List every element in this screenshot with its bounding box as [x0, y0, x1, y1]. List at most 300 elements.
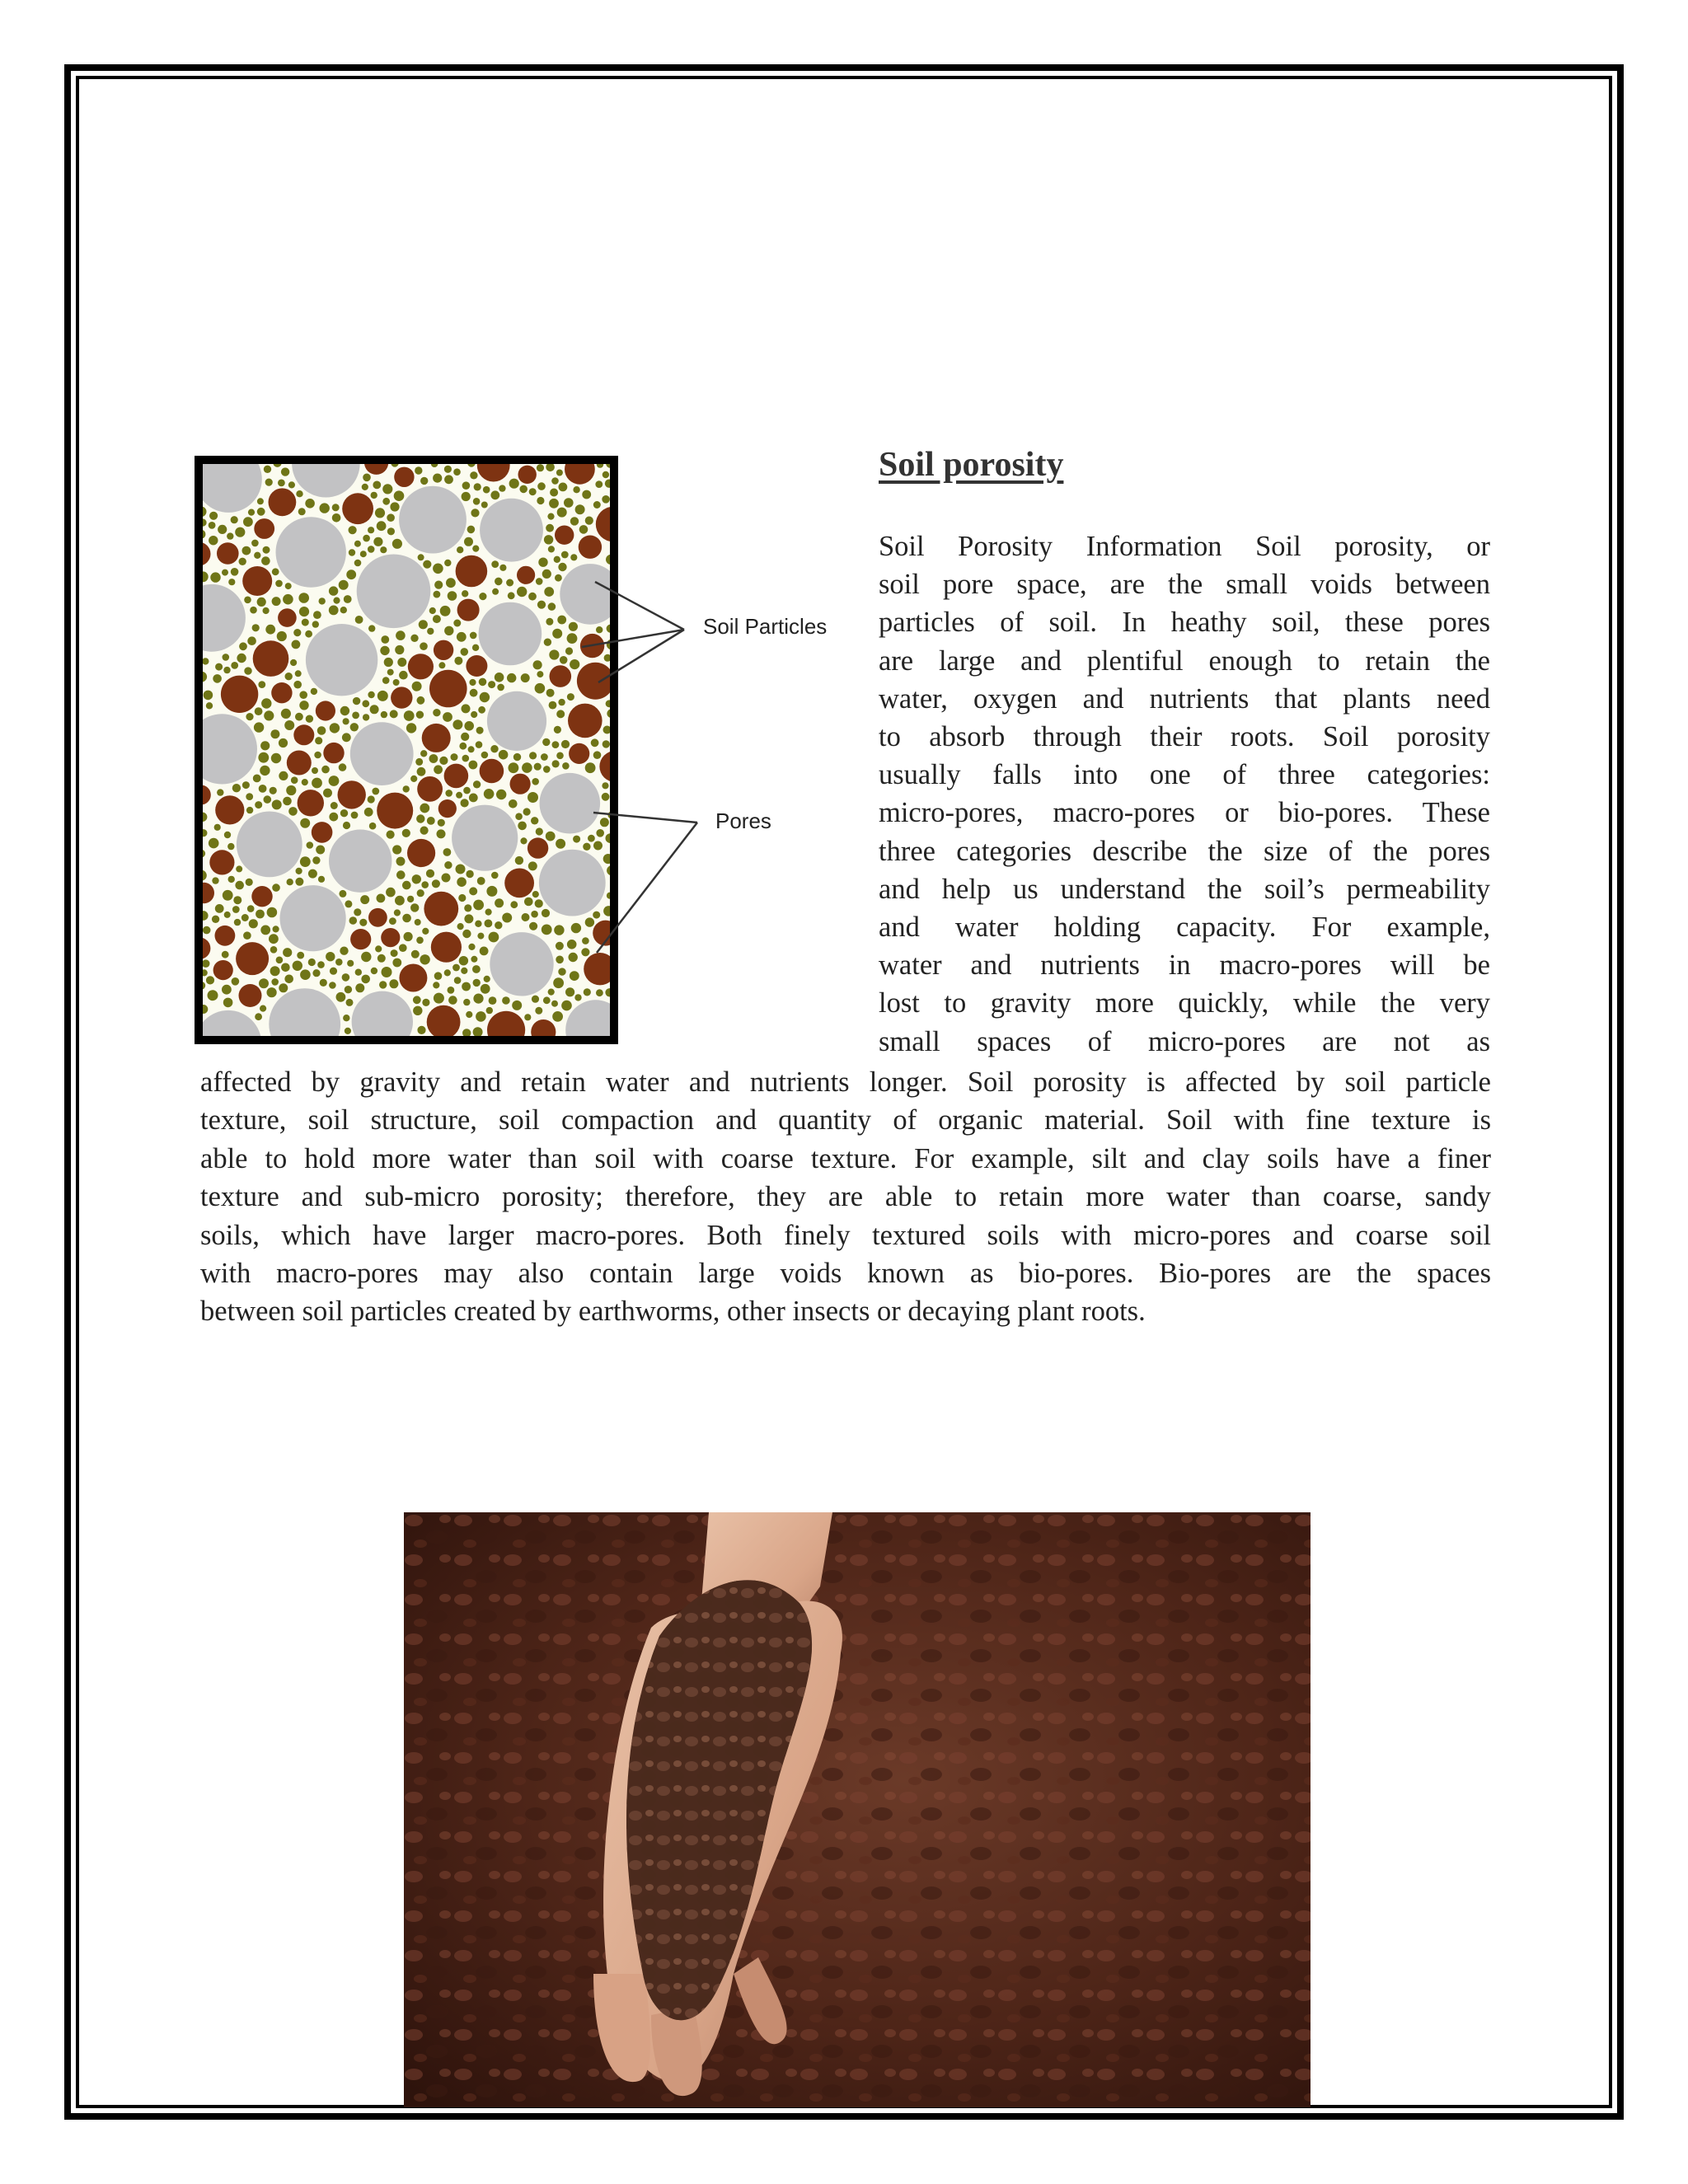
small-soil-particle [529, 922, 537, 930]
small-soil-particle [561, 1001, 572, 1011]
small-soil-particle [346, 569, 356, 579]
small-soil-particle [343, 1015, 349, 1021]
small-soil-particle [316, 846, 325, 855]
small-soil-particle [290, 659, 297, 666]
small-soil-particle [464, 537, 473, 546]
small-soil-particle [203, 911, 209, 921]
small-soil-particle [214, 824, 221, 831]
small-soil-particle [517, 587, 527, 597]
small-soil-particle [248, 509, 255, 516]
small-soil-particle [361, 952, 371, 962]
small-soil-particle [473, 900, 484, 911]
medium-soil-particle [391, 687, 412, 708]
small-soil-particle [534, 763, 542, 771]
small-soil-particle [399, 944, 407, 952]
small-soil-particle [546, 689, 555, 697]
small-soil-particle [464, 914, 473, 923]
small-soil-particle [222, 985, 232, 995]
small-soil-particle [314, 752, 321, 759]
small-soil-particle [343, 822, 350, 829]
small-soil-particle [419, 620, 428, 629]
small-soil-particle [288, 481, 295, 488]
paragraph-column [879, 527, 1490, 1061]
medium-soil-particle [242, 566, 272, 596]
paragraph-line: between soil particles created by earthworms, other insects or decaying plant roots. [200, 1296, 1146, 1328]
large-soil-particle [276, 517, 346, 587]
paragraph-line: small spaces of micro-pores are not as [879, 1025, 1490, 1057]
small-soil-particle [429, 754, 438, 763]
small-soil-particle [329, 586, 338, 595]
large-soil-particle [479, 602, 542, 666]
small-soil-particle [249, 919, 258, 928]
small-soil-particle [427, 817, 435, 825]
paragraph-line: with macro-pores may also contain large voids known as bio-pores. Bio-pores are the spaces [200, 1258, 1491, 1290]
small-soil-particle [354, 541, 361, 547]
medium-soil-particle [217, 542, 239, 565]
small-soil-particle [537, 601, 546, 609]
small-soil-particle [349, 526, 357, 534]
small-soil-particle [466, 1011, 472, 1018]
small-soil-particle [354, 560, 362, 567]
small-soil-particle [352, 712, 359, 719]
small-soil-particle [368, 625, 375, 631]
pores-label: Pores [715, 808, 771, 833]
small-soil-particle [296, 490, 302, 497]
small-soil-particle [470, 689, 478, 697]
small-soil-particle [283, 948, 292, 957]
small-soil-particle [538, 558, 547, 567]
medium-soil-particle [456, 555, 488, 588]
small-soil-particle [363, 535, 370, 542]
medium-soil-particle [466, 655, 487, 677]
small-soil-particle [522, 913, 530, 921]
medium-soil-particle [457, 599, 480, 621]
small-soil-particle [473, 979, 481, 987]
large-soil-particle [565, 1000, 610, 1036]
paragraph-line: water and nutrients in macro-pores will be [879, 949, 1490, 982]
small-soil-particle [362, 484, 368, 490]
small-soil-particle [232, 977, 240, 986]
small-soil-particle [523, 808, 531, 815]
small-soil-particle [203, 507, 207, 518]
small-soil-particle [260, 741, 270, 750]
small-soil-particle [272, 799, 282, 809]
small-soil-particle [462, 930, 471, 938]
small-soil-particle [438, 662, 445, 668]
small-soil-particle [243, 931, 251, 940]
small-soil-particle [427, 628, 434, 635]
small-soil-particle [417, 889, 424, 897]
small-soil-particle [433, 615, 441, 623]
small-soil-particle [404, 710, 415, 721]
small-soil-particle [305, 630, 312, 638]
small-soil-particle [457, 877, 467, 887]
small-soil-particle [462, 982, 471, 991]
small-soil-particle [477, 877, 485, 885]
small-soil-particle [462, 481, 471, 490]
small-soil-particle [273, 926, 279, 932]
small-soil-particle [469, 761, 478, 770]
small-soil-particle [386, 888, 396, 898]
small-soil-particle [231, 516, 238, 523]
small-soil-particle [321, 766, 330, 774]
small-soil-particle [461, 733, 469, 741]
paragraph-full-width [200, 1063, 1491, 1331]
soil-photo-illustration [404, 1512, 1311, 2107]
small-soil-particle [203, 926, 211, 935]
small-soil-particle [246, 807, 253, 813]
small-soil-particle [395, 645, 404, 654]
small-soil-particle [350, 723, 359, 731]
small-soil-particle [473, 1027, 483, 1036]
medium-soil-particle [596, 507, 610, 541]
small-soil-particle [459, 743, 467, 750]
small-soil-particle [420, 750, 427, 757]
small-soil-particle [467, 526, 476, 534]
small-soil-particle [382, 498, 390, 505]
small-soil-particle [209, 838, 219, 849]
small-soil-particle [203, 530, 205, 539]
small-soil-particle [255, 801, 262, 808]
small-soil-particle [499, 750, 509, 760]
small-soil-particle [546, 832, 556, 841]
small-soil-particle [270, 946, 278, 954]
small-soil-particle [312, 969, 320, 977]
small-soil-particle [492, 588, 499, 595]
small-soil-particle [242, 546, 251, 555]
small-soil-particle [391, 949, 398, 957]
small-soil-particle [537, 482, 546, 490]
small-soil-particle [298, 508, 306, 515]
large-soil-particle [203, 464, 262, 513]
small-soil-particle [317, 726, 326, 735]
small-soil-particle [213, 674, 222, 683]
small-soil-particle [394, 490, 405, 501]
medium-soil-particle [480, 759, 504, 784]
medium-soil-particle [434, 640, 453, 660]
small-soil-particle [206, 976, 214, 984]
medium-soil-particle [269, 488, 297, 516]
small-soil-particle [203, 829, 208, 837]
small-soil-particle [548, 989, 555, 996]
small-soil-particle [329, 813, 338, 822]
small-soil-particle [444, 969, 451, 976]
small-soil-particle [261, 556, 270, 565]
large-soil-particle [237, 812, 302, 878]
paragraph-line: texture, soil structure, soil compaction and quantity of organic material. Soil with fine texture is [200, 1104, 1491, 1137]
small-soil-particle [250, 607, 257, 614]
medium-soil-particle [407, 839, 435, 867]
small-soil-particle [531, 817, 538, 824]
medium-soil-particle [253, 640, 289, 677]
small-soil-particle [283, 594, 293, 605]
small-soil-particle [203, 571, 209, 582]
small-soil-particle [342, 973, 350, 982]
small-soil-particle [585, 517, 593, 525]
small-soil-particle [448, 987, 455, 994]
small-soil-particle [469, 887, 477, 895]
paragraph-line: and water holding capacity. For example, [879, 912, 1490, 944]
small-soil-particle [299, 701, 308, 710]
small-soil-particle [509, 762, 519, 773]
small-soil-particle [497, 684, 504, 691]
small-soil-particle [382, 967, 392, 977]
small-soil-particle [342, 733, 351, 742]
medium-soil-particle [203, 785, 211, 805]
small-soil-particle [488, 681, 495, 688]
small-soil-particle [469, 679, 476, 686]
small-soil-particle [502, 996, 510, 1005]
small-soil-particle [562, 762, 570, 770]
small-soil-particle [318, 876, 325, 883]
small-soil-particle [244, 597, 251, 604]
paragraph-line: to absorb through their roots. Soil porosity [879, 721, 1490, 753]
small-soil-particle [255, 707, 263, 715]
large-soil-particle [357, 555, 431, 629]
small-soil-particle [312, 621, 319, 627]
small-soil-particle [203, 1005, 208, 1014]
small-soil-particle [470, 632, 477, 640]
small-soil-particle [481, 502, 488, 509]
small-soil-particle [415, 758, 423, 766]
small-soil-particle [442, 874, 451, 883]
small-soil-particle [575, 504, 585, 514]
small-soil-particle [489, 996, 497, 1005]
small-soil-particle [364, 808, 373, 817]
medium-soil-particle [368, 908, 387, 927]
small-soil-particle [416, 711, 424, 719]
small-soil-particle [595, 480, 603, 488]
small-soil-particle [232, 906, 240, 913]
medium-soil-particle [438, 799, 457, 818]
small-soil-particle [311, 688, 317, 695]
small-soil-particle [330, 723, 340, 733]
small-soil-particle [396, 857, 406, 866]
small-soil-particle [222, 951, 229, 958]
small-soil-particle [605, 480, 610, 488]
small-soil-particle [420, 954, 429, 964]
small-soil-particle [541, 753, 548, 761]
medium-soil-particle [565, 464, 595, 485]
small-soil-particle [235, 881, 244, 890]
small-soil-particle [349, 916, 358, 925]
small-soil-particle [297, 952, 304, 959]
small-soil-particle [254, 722, 264, 732]
small-soil-particle [351, 812, 359, 819]
small-soil-particle [308, 869, 317, 879]
small-soil-particle [556, 710, 565, 718]
small-soil-particle [377, 691, 388, 701]
small-soil-particle [281, 709, 291, 719]
small-soil-particle [467, 464, 476, 467]
small-soil-particle [206, 702, 213, 709]
paragraph-line: affected by gravity and retain water and nutrients longer. Soil porosity is affected by soil particle [200, 1066, 1491, 1098]
small-soil-particle [223, 667, 230, 673]
large-soil-particle [490, 932, 553, 996]
small-soil-particle [552, 760, 560, 767]
small-soil-particle [556, 942, 564, 950]
small-soil-particle [347, 960, 354, 967]
small-soil-particle [242, 781, 250, 789]
small-soil-particle [223, 998, 233, 1008]
small-soil-particle [411, 950, 420, 958]
medium-soil-particle [271, 682, 292, 703]
small-soil-particle [531, 911, 538, 918]
small-soil-particle [485, 920, 493, 928]
small-soil-particle [532, 891, 539, 898]
small-soil-particle [279, 738, 288, 748]
small-soil-particle [452, 964, 460, 972]
medium-soil-particle [579, 536, 602, 559]
small-soil-particle [579, 525, 588, 534]
small-soil-particle [272, 597, 281, 606]
small-soil-particle [484, 789, 495, 799]
medium-soil-particle [350, 929, 371, 949]
small-soil-particle [340, 607, 347, 613]
small-soil-particle [372, 788, 379, 795]
small-soil-particle [377, 954, 386, 963]
small-soil-particle [349, 549, 355, 555]
large-soil-particle [352, 991, 413, 1036]
small-soil-particle [241, 914, 249, 921]
small-soil-particle [521, 673, 530, 682]
soil-particles-label: Soil Particles [703, 614, 828, 639]
small-soil-particle [544, 587, 554, 597]
small-soil-particle [313, 611, 321, 619]
small-soil-particle [452, 719, 462, 729]
small-soil-particle [561, 740, 570, 748]
small-soil-particle [496, 790, 506, 799]
large-soil-particle [480, 499, 543, 562]
small-soil-particle [554, 925, 564, 935]
small-soil-particle [570, 517, 579, 525]
small-soil-particle [381, 635, 389, 644]
small-soil-particle [208, 990, 218, 1001]
small-soil-particle [396, 870, 406, 879]
paragraph-line: able to hold more water than soil with coarse texture. For example, silt and clay soils have a finer [200, 1142, 1491, 1174]
small-soil-particle [479, 593, 486, 600]
small-soil-particle [312, 778, 322, 789]
small-soil-particle [299, 607, 309, 616]
small-soil-particle [236, 865, 242, 872]
large-soil-particle [203, 714, 257, 784]
small-soil-particle [253, 775, 261, 783]
small-soil-particle [355, 616, 363, 624]
small-soil-particle [203, 982, 205, 990]
small-soil-particle [379, 981, 387, 988]
small-soil-particle [554, 556, 560, 563]
small-soil-particle [399, 671, 408, 680]
small-soil-particle [360, 551, 367, 557]
small-soil-particle [509, 479, 519, 489]
small-soil-particle [434, 972, 443, 980]
small-soil-particle [567, 633, 578, 644]
small-soil-particle [597, 464, 603, 468]
small-soil-particle [542, 569, 551, 579]
small-soil-particle [464, 904, 471, 912]
medium-soil-particle [429, 670, 467, 708]
soil-particles-illustration [203, 464, 610, 1036]
small-soil-particle [524, 898, 533, 907]
small-soil-particle [406, 723, 416, 733]
small-soil-particle [305, 499, 315, 509]
small-soil-particle [537, 464, 544, 471]
large-soil-particle [452, 805, 518, 871]
small-soil-particle [380, 546, 387, 553]
small-soil-particle [549, 701, 557, 710]
small-soil-particle [223, 890, 233, 901]
large-soil-particle [269, 988, 340, 1036]
small-soil-particle [410, 776, 417, 782]
small-soil-particle [263, 546, 270, 554]
small-soil-particle [536, 827, 543, 835]
small-soil-particle [373, 537, 382, 546]
small-soil-particle [387, 527, 395, 535]
small-soil-particle [509, 799, 518, 808]
small-soil-particle [329, 776, 340, 786]
small-soil-particle [506, 579, 513, 587]
small-soil-particle [312, 856, 320, 864]
small-soil-particle [490, 490, 499, 499]
small-soil-particle [416, 814, 424, 823]
small-soil-particle [485, 909, 492, 916]
small-soil-particle [203, 959, 210, 968]
small-soil-particle [544, 535, 553, 544]
small-soil-particle [548, 546, 555, 552]
small-soil-particle [602, 495, 610, 504]
small-soil-particle [412, 682, 422, 691]
small-soil-particle [440, 606, 451, 616]
small-soil-particle [529, 752, 537, 759]
small-soil-particle [555, 574, 562, 582]
small-soil-particle [295, 713, 303, 721]
small-soil-particle [353, 697, 360, 705]
small-soil-particle [507, 673, 516, 682]
small-soil-particle [279, 771, 288, 780]
small-soil-particle [547, 513, 554, 520]
small-soil-particle [295, 670, 302, 677]
small-soil-particle [584, 988, 591, 996]
small-soil-particle [397, 658, 406, 667]
small-soil-particle [212, 877, 218, 883]
small-soil-particle [468, 944, 475, 950]
small-soil-particle [302, 779, 308, 785]
small-soil-particle [502, 913, 512, 923]
medium-soil-particle [477, 464, 510, 482]
small-soil-particle [462, 492, 471, 501]
small-soil-particle [542, 738, 550, 746]
small-soil-particle [453, 620, 461, 627]
small-soil-particle [548, 602, 556, 611]
medium-soil-particle [203, 883, 214, 903]
small-soil-particle [439, 757, 448, 765]
small-soil-particle [463, 787, 471, 794]
small-soil-particle [471, 509, 479, 517]
small-soil-particle [528, 861, 537, 870]
small-soil-particle [596, 989, 603, 996]
small-soil-particle [537, 497, 544, 504]
small-soil-particle [204, 691, 213, 701]
medium-soil-particle [518, 466, 537, 484]
small-soil-particle [420, 642, 428, 650]
small-soil-particle [564, 498, 574, 508]
small-soil-particle [339, 890, 346, 898]
small-soil-particle [284, 975, 293, 984]
small-soil-particle [433, 982, 439, 988]
large-soil-particle [329, 830, 392, 893]
medium-soil-particle [408, 654, 434, 679]
small-soil-particle [461, 648, 469, 656]
